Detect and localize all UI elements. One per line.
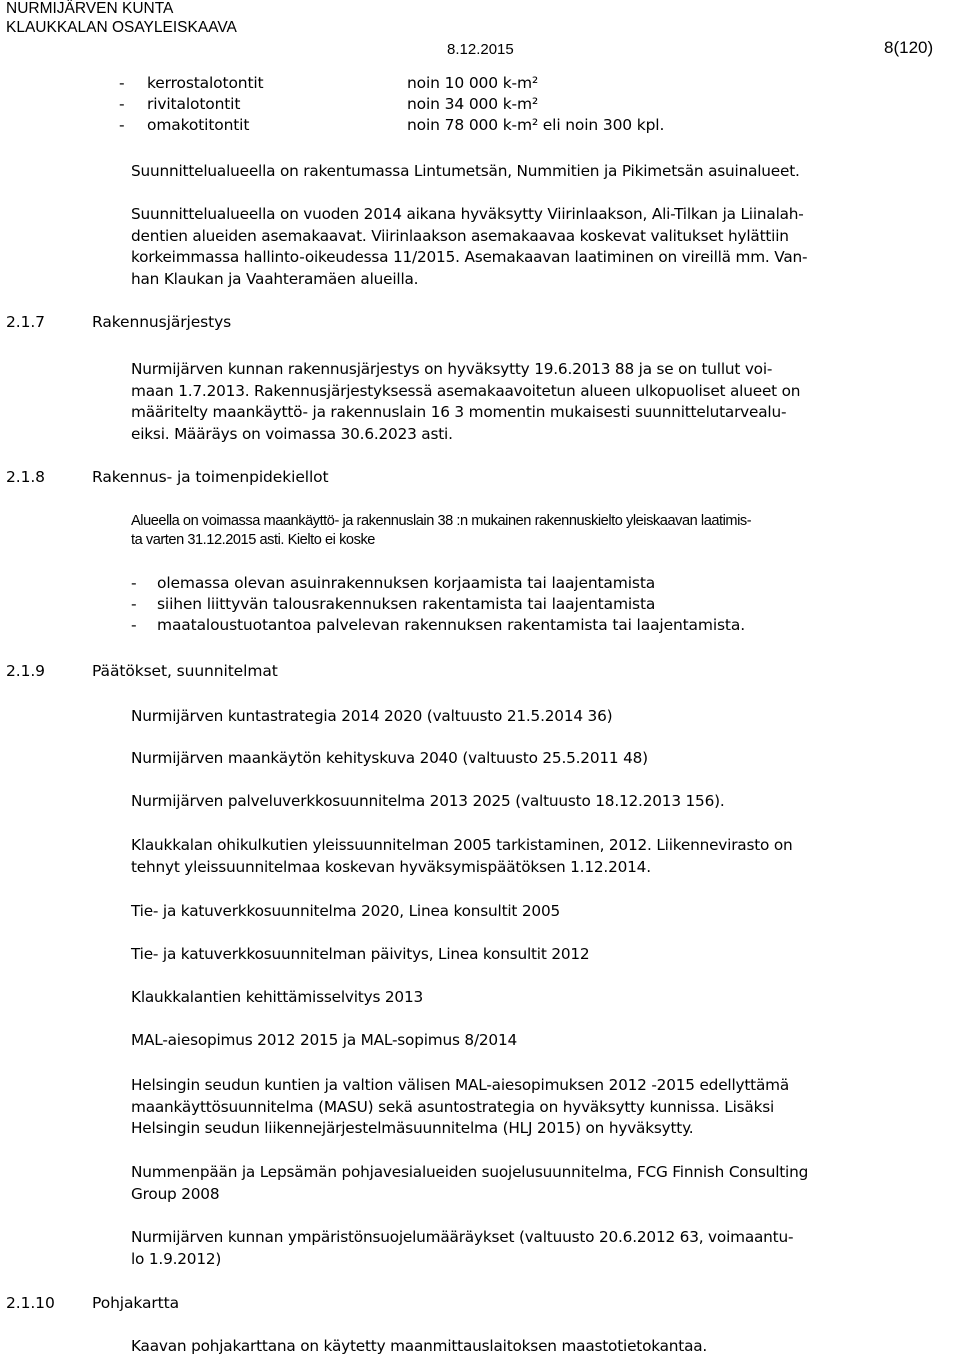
list-item: - kerrostalotontit noin 10 000 k-m² [119,74,539,92]
paragraph-rakennuskielto: Alueella on voimassa maankäyttö- ja rakennuslain 38 :n mukainen rakennuskielto yleiskaavan laatimis- ta varten 31.12.2015 asti. Kielto ei koske [131,513,752,548]
decision-item: MAL-aiesopimus 2012 2015 ja MAL-sopimus 8/2014 [131,1031,518,1049]
section-heading-2-1-10: 2.1.10 Pohjakartta [6,1294,180,1312]
section-heading-2-1-7: 2.1.7 Rakennusjärjestys [6,313,232,331]
decision-item: Tie- ja katuverkkosuunnitelman päivitys, Linea konsultit 2012 [131,945,590,963]
area-list [119,73,664,136]
decision-item: Nurmijärven palveluverkkosuunnitelma 2013 2025 (valtuusto 18.12.2013 156). [131,792,725,810]
exemption-list [131,573,745,636]
paragraph-rakentumassa: Suunnittelualueella on rakentumassa Lintumetsän, Nummitien ja Pikimetsän asuinalueet. [131,162,800,180]
page-number: 8(120) [884,38,934,57]
paragraph-hyvaksytty: Suunnittelualueella on vuoden 2014 aikana hyväksytty Viirinlaakson, Ali-Tilkan ja Liinalah- dentien alueiden asemakaavat. Viirinlaakson asemakaavaa koskevat valitukset hylättiin korkeimmassa hallinto-oikeudessa 11/2015. Asemakaavan laatiminen on vireillä mm. Van- han Klaukan ja Vaahteramäen alueilla. [131,205,808,288]
organization-name: NURMIJÄRVEN KUNTA [6,0,174,17]
decision-item: Klaukkalantien kehittämisselvitys 2013 [131,988,424,1006]
decision-item: Klaukkalan ohikulkutien yleissuunnitelman 2005 tarkistaminen, 2012. Liikennevirasto on tehnyt yleissuunnitelmaa koskevan hyväksymispäätöksen 1.12.2014. [131,836,793,876]
list-item: - olemassa olevan asuinrakennuksen korjaamista tai laajentamista [131,574,656,592]
document-date: 8.12.2015 [447,41,514,58]
list-item: - maataloustuotantoa palvelevan rakennuksen rakentamista tai laajentamista. [131,616,745,634]
decision-item: Nurmijärven kunnan ympäristönsuojelumääräykset (valtuusto 20.6.2012 63, voimaantu- lo 1.9.2012) [131,1228,794,1268]
decision-item: Nummenpään ja Lepsämän pohjavesialueiden suojelusuunnitelma, FCG Finnish Consulting Group 2008 [131,1163,809,1203]
list-item: - rivitalotontit noin 34 000 k-m² [119,95,539,113]
decision-item: Helsingin seudun kuntien ja valtion välisen MAL-aiesopimuksen 2012 -2015 edellyttämä maankäyttösuunnitelma (MASU) sekä asuntostrategia on hyväksytty kunnissa. Lisäksi Helsingin seudun liikennejärjestelmäsuunnitelma (HLJ 2015) on hyväksytty. [131,1076,790,1137]
section-heading-2-1-8: 2.1.8 Rakennus- ja toimenpidekiellot [6,468,329,486]
section-heading-2-1-9: 2.1.9 Päätökset, suunnitelmat [6,662,278,680]
list-item: - siihen liittyvän talousrakennuksen rakentamista tai laajentamista [131,595,656,613]
decision-item: Nurmijärven maankäytön kehityskuva 2040 (valtuusto 25.5.2011 48) [131,749,648,767]
decision-item: Tie- ja katuverkkosuunnitelma 2020, Linea konsultit 2005 [131,902,561,920]
document-name: KLAUKKALAN OSAYLEISKAAVA [6,19,237,36]
paragraph-rakennusjarjestys: Nurmijärven kunnan rakennusjärjestys on hyväksytty 19.6.2013 88 ja se on tullut voi- maan 1.7.2013. Rakennusjärjestyksessä asemakaavoitetun alueen ulkopuoliset alueet on määritelty maankäyttö- ja rakennuslain 16 3 momentin mukaisesti suunnittelutarvealu- eiksi. Määräys on voimassa 30.6.2023 asti. [131,360,801,443]
decision-item: Nurmijärven kuntastrategia 2014 2020 (valtuusto 21.5.2014 36) [131,707,613,725]
list-item: - omakotitontit noin 78 000 k-m² eli noin 300 kpl. [119,116,665,134]
paragraph-pohjakartta: Kaavan pohjakarttana on käytetty maanmittauslaitoksen maastotietokantaa. [131,1337,708,1355]
